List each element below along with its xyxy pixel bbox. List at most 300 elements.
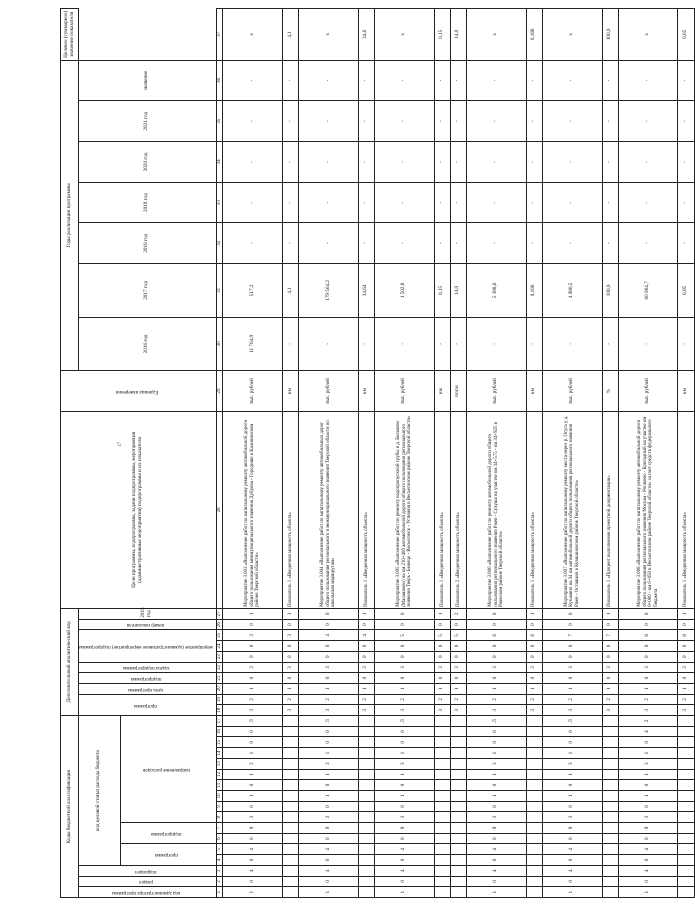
code-cell: 1	[282, 683, 298, 694]
code-cell	[450, 855, 466, 866]
target-value-cell: х	[223, 9, 283, 61]
code-cell: 1	[542, 748, 602, 759]
hdr-zadacha	[79, 662, 217, 673]
code-cell: 3	[542, 812, 602, 823]
code-cell: 1	[542, 769, 602, 780]
code-cell: 0	[466, 833, 526, 844]
code-cell: 9	[223, 823, 283, 834]
target-value-cell: 0,168	[526, 9, 542, 61]
column-number: 33	[216, 182, 223, 223]
code-cell	[526, 726, 542, 737]
code-cell: 1	[299, 769, 359, 780]
hdr-program	[79, 694, 217, 715]
hdr-meropriyatie-text: мероприятие (административное мероприятие) подпрограммы	[79, 643, 213, 649]
code-cell: 0	[450, 619, 466, 630]
code-cell: 0	[602, 641, 618, 652]
year-value-cell: -	[466, 223, 526, 264]
code-cell: 3	[466, 662, 526, 673]
row-description: Мероприятие 3.004 «Выполнение работ по капитальному ремонту автомобильных дорог общего пользования регионального и межмуниципального значения Тверской области по школьным маршрутам»	[299, 411, 359, 608]
code-cell: 1	[358, 608, 374, 619]
row-description: Показатель 1 «Введенная мощность объекта»	[434, 411, 450, 608]
code-cell	[358, 748, 374, 759]
year-value-cell: -	[223, 182, 283, 223]
code-cell: 3	[299, 662, 359, 673]
column-number: 5	[216, 844, 223, 855]
code-cell	[678, 737, 694, 748]
code-cell: 0	[466, 726, 526, 737]
unit-cell: пог.м	[450, 371, 466, 412]
code-cell	[282, 748, 298, 759]
code-cell: 0	[526, 673, 542, 684]
year-value-cell: -	[618, 60, 678, 101]
year-value-cell: 1 502,8	[374, 264, 434, 318]
code-cell: 3	[542, 662, 602, 673]
code-cell	[434, 844, 450, 855]
year-value-cell: -	[602, 317, 618, 371]
code-cell: 1	[466, 790, 526, 801]
year-2019-header: 2019 год	[79, 182, 217, 223]
code-cell: 1	[618, 748, 678, 759]
year-value-cell: 14,0	[450, 264, 466, 318]
code-cell: 9	[618, 823, 678, 834]
code-cell: 1	[299, 683, 359, 694]
year-2020-header: 2020 год	[79, 142, 217, 183]
code-cell	[450, 865, 466, 876]
code-cell: 0	[223, 833, 283, 844]
year-value-cell: -	[374, 60, 434, 101]
code-cell: 3	[466, 812, 526, 823]
code-cell	[434, 716, 450, 727]
column-number: 32	[216, 223, 223, 264]
code-cell: 3	[450, 662, 466, 673]
code-cell: 0	[466, 619, 526, 630]
hdr-podprogramma-text: подпрограмма	[130, 675, 162, 681]
code-cell	[282, 812, 298, 823]
code-cell: 0	[299, 619, 359, 630]
code-cell: 8	[678, 630, 694, 641]
code-cell	[602, 716, 618, 727]
code-cell: 0	[223, 726, 283, 737]
code-cell: 3	[223, 630, 283, 641]
code-cell: 1	[374, 790, 434, 801]
code-cell: 0	[618, 737, 678, 748]
code-cell	[450, 887, 466, 898]
code-cell: 1	[223, 748, 283, 759]
code-cell: 0	[223, 876, 283, 887]
year-value-cell: -	[450, 60, 466, 101]
column-number: 7	[216, 823, 223, 834]
code-cell	[602, 726, 618, 737]
code-cell: 5	[434, 630, 450, 641]
code-cell	[678, 716, 694, 727]
hdr-cel-text: цель программы	[128, 686, 164, 692]
code-cell	[282, 876, 298, 887]
unit-cell: км	[678, 371, 694, 412]
code-cell	[602, 844, 618, 855]
code-cell	[602, 876, 618, 887]
code-cell	[358, 769, 374, 780]
code-cell	[678, 887, 694, 898]
code-cell: 4	[223, 844, 283, 855]
code-cell	[282, 801, 298, 812]
year-value-cell: -	[678, 101, 694, 142]
code-cell: 2	[223, 694, 283, 705]
code-cell	[358, 844, 374, 855]
column-number: 21	[216, 673, 223, 684]
year-value-cell: -	[282, 142, 298, 183]
code-cell: 2	[618, 716, 678, 727]
code-cell: 1	[466, 769, 526, 780]
code-cell: 6	[526, 630, 542, 641]
code-cell	[526, 855, 542, 866]
code-cell: 0	[299, 876, 359, 887]
year-value-cell: -	[678, 317, 694, 371]
column-number: 34	[216, 142, 223, 183]
code-cell: 3	[526, 705, 542, 716]
unit-header	[61, 371, 217, 412]
code-cell: 0	[374, 726, 434, 737]
year-value-cell: -	[450, 182, 466, 223]
hdr-program-code-text: программа	[155, 852, 179, 858]
code-cell: 0	[678, 651, 694, 662]
year-value-cell: -	[602, 182, 618, 223]
column-number: 15	[216, 737, 223, 748]
hdr-admin-text: код администратора программы	[111, 889, 180, 895]
row-description: Мероприятие 3.005 «Выполнение работ по ремонту водопропускной трубы в д. Бельково (Малашково) на км 210+400 автомобильной дороги общего пользования регионального значения Тверь - Бежецк - Весьегонск - Устюжна в Весьегонском районе Тверской области»	[374, 411, 434, 608]
code-cell	[526, 812, 542, 823]
hdr-kbk-sub: код целевой статьи расхода бюджета	[79, 716, 121, 866]
code-cell: 7	[542, 630, 602, 641]
code-cell: 1	[602, 608, 618, 619]
unit-cell: км	[526, 371, 542, 412]
code-cell	[526, 737, 542, 748]
code-cell: 0	[466, 780, 526, 791]
code-cell: 0	[542, 608, 602, 619]
code-cell: 3	[358, 705, 374, 716]
code-cell: 0	[618, 651, 678, 662]
column-number: 31	[216, 264, 223, 318]
year-value-cell: -	[358, 142, 374, 183]
code-cell: 1	[299, 748, 359, 759]
code-cell	[282, 769, 298, 780]
code-cell: 3	[618, 812, 678, 823]
code-cell: 0	[466, 608, 526, 619]
code-cell	[678, 865, 694, 876]
code-cell: 0	[374, 608, 434, 619]
code-cell	[450, 823, 466, 834]
code-cell: 3	[299, 758, 359, 769]
year-value-cell: -	[299, 317, 359, 371]
year-2015-header: 2015 год	[79, 608, 217, 619]
code-cell: 1	[282, 608, 298, 619]
code-cell	[282, 855, 298, 866]
year-value-cell: -	[223, 101, 283, 142]
code-cell: 3	[602, 662, 618, 673]
code-cell: 2	[526, 694, 542, 705]
target-value-cell: 34,6	[358, 9, 374, 61]
indicator-row	[602, 9, 618, 898]
column-number: 1	[216, 887, 223, 898]
code-cell: 0	[374, 801, 434, 812]
year-value-cell: -	[466, 142, 526, 183]
code-cell	[358, 823, 374, 834]
code-cell: 3	[678, 705, 694, 716]
year-value-cell: 517,2	[223, 264, 283, 318]
code-cell	[434, 748, 450, 759]
code-cell	[602, 865, 618, 876]
code-cell: 0	[602, 673, 618, 684]
code-cell: 3	[618, 705, 678, 716]
program-table	[60, 8, 695, 898]
code-cell: 0	[618, 780, 678, 791]
znachenie-header: значение	[79, 60, 217, 101]
column-number: 8	[216, 812, 223, 823]
year-value-cell: -	[358, 317, 374, 371]
code-cell	[358, 801, 374, 812]
year-value-cell: -	[223, 60, 283, 101]
code-cell	[282, 780, 298, 791]
code-cell: 1	[223, 608, 283, 619]
target-value-cell: х	[618, 9, 678, 61]
unit-cell: тыс. рублей	[466, 371, 526, 412]
code-cell: 0	[618, 641, 678, 652]
hdr-napravlenie	[120, 716, 216, 823]
code-cell: 1	[678, 683, 694, 694]
target-value-cell: х	[374, 9, 434, 61]
year-value-cell: -	[542, 101, 602, 142]
code-cell	[434, 812, 450, 823]
code-cell: 0	[526, 651, 542, 662]
code-cell: 0	[374, 855, 434, 866]
year-value-cell: 11 764,9	[223, 317, 283, 371]
column-number: 11	[216, 780, 223, 791]
code-cell: 2	[602, 694, 618, 705]
year-value-cell: -	[542, 317, 602, 371]
year-value-cell: 60 064,7	[618, 264, 678, 318]
year-value-cell: -	[374, 142, 434, 183]
code-cell	[602, 812, 618, 823]
year-value-cell: 179 564,2	[299, 264, 359, 318]
code-cell: 0	[282, 673, 298, 684]
year-2021-header: 2021 год	[79, 101, 217, 142]
code-cell: 0	[602, 619, 618, 630]
row-description: Мероприятие 3.006 «Выполнение работ по ремонту автомобильной дороги общего пользования регионального значения Ржев - Сухуша на участке км 34+575 - км 34+925 в Ржевском районе Тверской области»	[466, 411, 526, 608]
code-cell: 1	[450, 683, 466, 694]
code-cell: 1	[602, 683, 618, 694]
code-cell	[358, 716, 374, 727]
year-value-cell: -	[374, 182, 434, 223]
row-description: Показатель 1 «Введенная мощность объекта»	[282, 411, 298, 608]
code-cell	[450, 790, 466, 801]
code-cell: Л	[223, 716, 283, 727]
code-cell	[526, 801, 542, 812]
column-numbers-row	[216, 9, 223, 898]
indicator-row	[526, 9, 542, 898]
year-value-cell: -	[526, 142, 542, 183]
code-cell: 1	[526, 683, 542, 694]
code-cell: 0	[542, 876, 602, 887]
code-cell	[282, 790, 298, 801]
indicator-row	[450, 9, 466, 898]
code-cell: 0	[299, 801, 359, 812]
code-cell: 0	[282, 619, 298, 630]
code-cell: 3	[434, 705, 450, 716]
year-value-cell: -	[602, 223, 618, 264]
year-value-cell: -	[450, 317, 466, 371]
code-cell: 0	[466, 801, 526, 812]
code-cell: 0	[618, 833, 678, 844]
code-cell: 9	[542, 823, 602, 834]
code-cell: 1	[223, 790, 283, 801]
code-cell	[434, 790, 450, 801]
code-cell: 0	[542, 619, 602, 630]
code-cell: 4	[358, 630, 374, 641]
code-cell: 4	[466, 865, 526, 876]
code-cell: 0	[299, 855, 359, 866]
code-cell: 0	[618, 855, 678, 866]
code-cell: 3	[450, 705, 466, 716]
code-cell: 3	[358, 662, 374, 673]
code-cell	[450, 812, 466, 823]
code-cell	[282, 823, 298, 834]
code-cell: 0	[223, 641, 283, 652]
hdr-razdel-text: раздел	[138, 879, 153, 885]
year-value-cell: -	[678, 142, 694, 183]
code-cell: 0	[299, 651, 359, 662]
row-description: Мероприятие 3.008 «Выполнение работ по капитальному ремонту автомобильной дороги общего пользования регионального значения Москва - Рогачево - Бригадный на участке км 0+000 - км 6+050 в Весьегонском районе Тверской области» за счет средств федерального бюджета	[618, 411, 678, 608]
code-cell	[358, 855, 374, 866]
code-cell: 2	[450, 608, 466, 619]
code-cell	[434, 780, 450, 791]
code-cell: 1	[299, 887, 359, 898]
code-cell	[678, 833, 694, 844]
code-cell: 6	[466, 630, 526, 641]
target-value-cell: 4,1	[282, 9, 298, 61]
column-number: 2	[216, 876, 223, 887]
code-cell: 4	[374, 844, 434, 855]
code-cell	[434, 823, 450, 834]
unit-cell: тыс. рублей	[299, 371, 359, 412]
code-cell: 1	[358, 683, 374, 694]
code-cell	[358, 876, 374, 887]
hdr-podprogramma-code	[120, 823, 216, 844]
code-cell	[526, 833, 542, 844]
column-number: 19	[216, 694, 223, 705]
code-cell: 8	[618, 630, 678, 641]
code-cell: 0	[542, 801, 602, 812]
year-value-cell: 100,0	[602, 264, 618, 318]
code-cell	[358, 865, 374, 876]
column-number: 12	[216, 769, 223, 780]
code-cell: 3	[299, 812, 359, 823]
year-value-cell: -	[434, 317, 450, 371]
code-cell: 0	[542, 673, 602, 684]
code-cell: 0	[466, 651, 526, 662]
code-cell: 0	[526, 619, 542, 630]
year-value-cell: -	[526, 182, 542, 223]
hdr-nomer	[79, 619, 217, 630]
year-value-cell: -	[282, 182, 298, 223]
year-value-cell: -	[466, 60, 526, 101]
year-value-cell: -	[618, 182, 678, 223]
code-cell: 1	[299, 790, 359, 801]
year-value-cell: -	[358, 223, 374, 264]
year-value-cell: 0,15	[434, 264, 450, 318]
code-cell: 2	[434, 694, 450, 705]
code-cell: 3	[374, 705, 434, 716]
code-cell	[526, 758, 542, 769]
target-value-cell: 0,15	[434, 9, 450, 61]
code-cell	[434, 887, 450, 898]
code-cell: 0	[374, 780, 434, 791]
code-cell	[282, 844, 298, 855]
code-cell: 0	[374, 833, 434, 844]
code-cell	[282, 737, 298, 748]
year-value-cell: -	[450, 223, 466, 264]
target-value-cell: 100,0	[602, 9, 618, 61]
year-value-cell: -	[358, 182, 374, 223]
year-value-cell: 6,05	[678, 264, 694, 318]
year-2016-header: 2016 год	[79, 317, 217, 371]
code-cell	[450, 801, 466, 812]
document-canvas	[60, 8, 689, 898]
column-number: 14	[216, 748, 223, 759]
year-value-cell: -	[358, 101, 374, 142]
code-cell	[358, 887, 374, 898]
code-cell	[526, 876, 542, 887]
year-value-cell: -	[678, 60, 694, 101]
column-number: 30	[216, 317, 223, 371]
code-cell	[602, 833, 618, 844]
code-cell: 9	[466, 823, 526, 834]
code-cell: 0	[223, 780, 283, 791]
column-number: 18	[216, 705, 223, 716]
row-description: Мероприятие 3.007 «Выполнение работ по капитальному ремонту моста через р. Осуга у д. Кузьмино на 34 км автомобильной дороги общего пользования регионального значения Ржев - Осташков в Кувшиновском районе Тверской области»	[542, 411, 602, 608]
code-cell: 0	[542, 855, 602, 866]
code-cell: 1	[374, 887, 434, 898]
code-cell: 0	[358, 641, 374, 652]
code-cell: 0	[466, 737, 526, 748]
unit-cell: км	[282, 371, 298, 412]
code-cell: 4	[542, 844, 602, 855]
code-cell	[450, 780, 466, 791]
code-cell: 0	[299, 673, 359, 684]
code-cell	[450, 758, 466, 769]
code-cell: 2	[618, 694, 678, 705]
targets-header: Цели программы, подпрограммы, задачи подпрограммы, мероприятия (административные мероприятия) подпрограммы и их показатели	[61, 411, 217, 608]
code-cell	[678, 726, 694, 737]
code-cell: 1	[542, 683, 602, 694]
hdr-meropriyatie	[79, 630, 217, 662]
code-cell: 1	[526, 608, 542, 619]
code-cell: 0	[299, 608, 359, 619]
indicator-row	[678, 9, 694, 898]
code-cell	[434, 865, 450, 876]
code-cell: 0	[358, 651, 374, 662]
code-cell: 1	[223, 887, 283, 898]
code-cell	[450, 748, 466, 759]
column-number: 3	[216, 865, 223, 876]
year-value-cell: -	[678, 223, 694, 264]
code-cell: 0	[542, 641, 602, 652]
code-cell	[450, 716, 466, 727]
code-cell: 3	[374, 812, 434, 823]
code-cell	[434, 855, 450, 866]
code-cell	[602, 758, 618, 769]
unit-header-text: Единица измерения	[115, 388, 158, 394]
code-cell	[526, 790, 542, 801]
code-cell: 3	[223, 758, 283, 769]
